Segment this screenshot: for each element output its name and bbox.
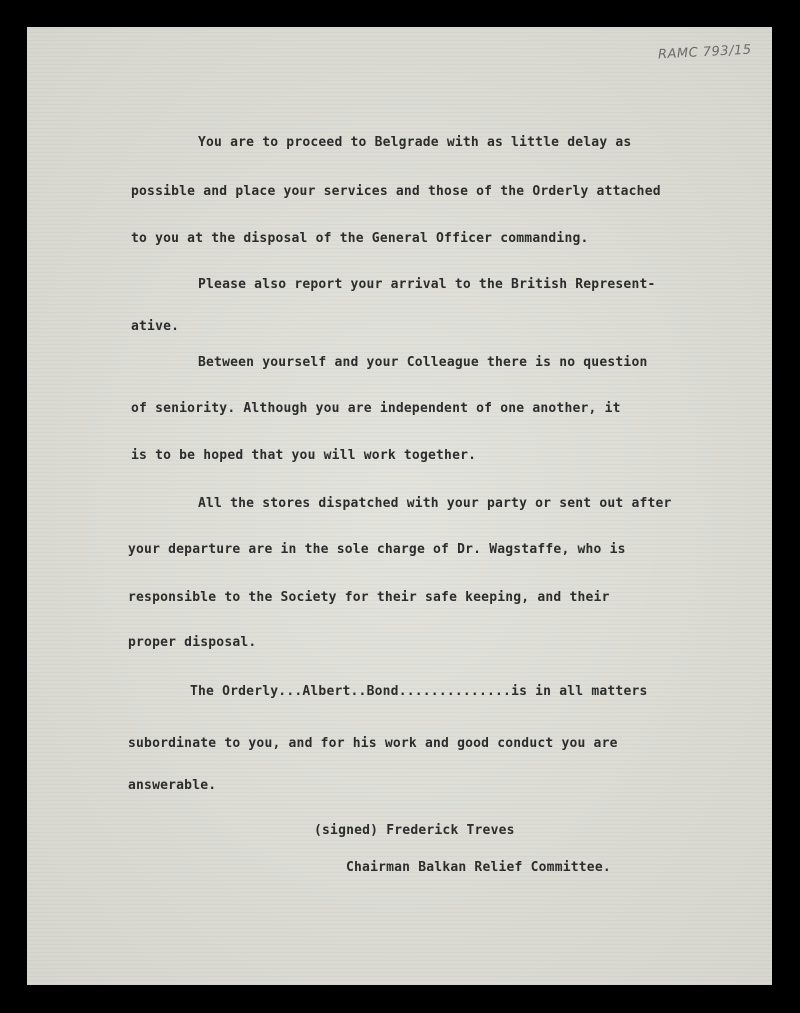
letter-line: You are to proceed to Belgrade with as little delay as <box>198 135 632 150</box>
letter-line: of seniority. Although you are independent of one another, it <box>131 401 621 416</box>
letter-line: All the stores dispatched with your party or sent out after <box>198 496 672 511</box>
letter-line: is to be hoped that you will work together. <box>131 448 477 463</box>
letter-line: proper disposal. <box>128 635 257 650</box>
letter-page <box>27 27 772 985</box>
letter-line: Please also report your arrival to the British Represent- <box>198 277 656 292</box>
letter-line: Between yourself and your Colleague there is no question <box>198 355 648 370</box>
letter-line: your departure are in the sole charge of Dr. Wagstaffe, who is <box>128 542 626 557</box>
letter-line: subordinate to you, and for his work and good conduct you are <box>128 736 618 751</box>
letter-line: possible and place your services and those of the Orderly attached <box>131 184 661 199</box>
letter-line: answerable. <box>128 778 217 793</box>
signatory-title: Chairman Balkan Relief Committee. <box>346 860 611 875</box>
letter-line: to you at the disposal of the General Officer commanding. <box>131 231 589 246</box>
letter-line: ative. <box>131 319 180 334</box>
archive-reference: RAMC 793/15 <box>657 42 752 63</box>
letter-line: responsible to the Society for their safe keeping, and their <box>128 590 610 605</box>
letter-line: The Orderly...Albert..Bond..............is in all matters <box>190 684 648 699</box>
signature: (signed) Frederick Treves <box>314 823 515 838</box>
